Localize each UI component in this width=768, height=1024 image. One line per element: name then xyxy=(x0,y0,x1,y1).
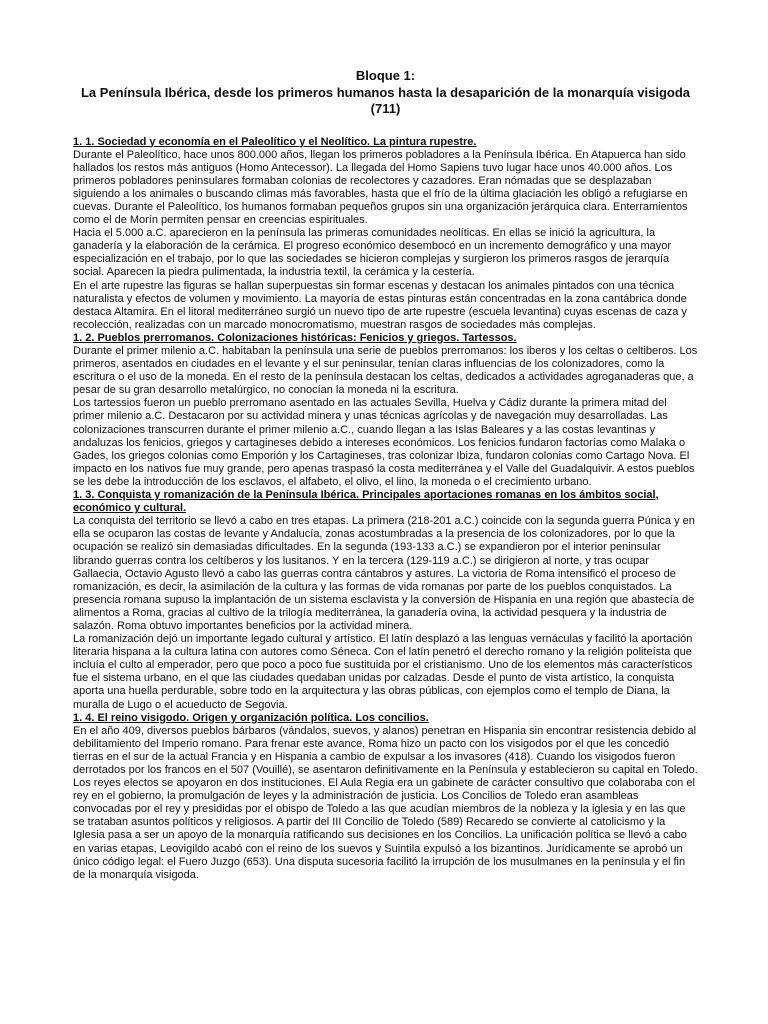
title-line-2: La Península Ibérica, desde los primeros humanos hasta la desaparición de la monarquía visigoda (711) xyxy=(80,84,691,116)
paragraph: Hacia el 5.000 a.C. aparecieron en la península las primeras comunidades neolíticas. En ellas se inició la agricultura, la ganadería y la elaboración de la cerámica. El progreso económico desembocó en un incremento demográfico y una mayor especialización en el trabajo, por lo que las sociedades se hicieron complejas y surgieron los primeros rasgos de jerarquía social. Aparecen la piedra pulimentada, la industria textil, la cerámica y la cestería. xyxy=(73,227,672,279)
section-4 xyxy=(73,712,698,882)
paragraph: Durante el Paleolítico, hace unos 800.000 años, llegan los primeros pobladores a la Península Ibérica. En Atapuerca han sido hallados los restos más antiguos (Homo Antecessor). La llegada del Homo Sapiens tuvo lugar hace unos 40.000 años. Los primeros pobladores peninsulares formaban colonias de recolectores y cazadores. Eran nómadas que se desplazaban siguiendo a los animales o buscando climas más favorables, hasta que el frío de la última glaciación les obligó a refugiarse en cuevas. Durante el Paleolítico, los humanos formaban pequeños grupos sin una organización jerárquica clara. Enterramientos como el de Morín permiten pensar en creencias espirituales. xyxy=(73,148,688,227)
document-title xyxy=(73,68,698,118)
section-2 xyxy=(73,332,698,489)
title-line-1: Bloque 1: xyxy=(355,68,416,83)
section-3 xyxy=(73,489,698,712)
paragraph: Durante el primer milenio a.C. habitaban la península una serie de pueblos prerromanos: los iberos y los celtas o celtiberos. Los primeros, asentados en ciudades en el levante y el sur peninsular, tenían claras influencias de los colonizadores, como la escritura o el uso de la moneda. En el resto de la península destacan los celtas, dedicados a actividades agroganaderas que, a pesar de su gran desarrollo metalúrgico, no conocían la moneda ni la escritura. xyxy=(73,345,698,397)
section-heading: 1. 3. Conquista y romanización de la Península Ibérica. Principales aportaciones romanas en los ámbitos social, económico y cultural. xyxy=(73,489,659,515)
section-heading: 1. 2. Pueblos prerromanos. Colonizaciones históricas: Fenicios y griegos. Tartessos. xyxy=(73,331,517,344)
paragraph: En el año 409, diversos pueblos bárbaros (vándalos, suevos, y alanos) penetran en Hispania sin encontrar resistencia debido al debilitamiento del Imperio romano. Para frenar este avance, Roma hizo un pacto con los visigodos por el que les concedió tierras en el sur de la actual Francia y en Hispania a cambio de expulsar a los invasores (418). Cuando los visigodos fueron derrotados por los francos en el 507 (Vouillé), se asentaron definitivamente en la Península y establecieron su capital en Toledo. xyxy=(73,724,698,776)
section-heading: 1. 1. Sociedad y economía en el Paleolítico y el Neolítico. La pintura rupestre. xyxy=(73,135,477,148)
section-1 xyxy=(73,136,698,332)
paragraph: Los reyes electos se apoyaron en dos instituciones. El Aula Regia era un gabinete de carácter consultivo que colaboraba con el rey en el gobierno, la promulgación de leyes y la administración de justicia. Los Concilios de Toledo eran asambleas convocadas por el rey y presididas por el obispo de Toledo a las que acudían miembros de la nobleza y la iglesia y en las que se trataban asuntos políticos y religiosos. A partir del III Concilio de Toledo (589) Recaredo se convierte al catolicismo y la Iglesia pasa a ser un apoyo de la monarquía ratificando sus decisiones en los Concilios. La unificación política se llevó a cabo en varias etapas, Leovigildo acabó con el reino de los suevos y Suintila expulsó a los bizantinos. Jurídicamente se aprobó un único código legal: el Fuero Juzgo (653). Una disputa sucesoria facilitó la irrupción de los musulmanes en la península y el fin de la monarquía visigoda. xyxy=(73,777,695,881)
document-page xyxy=(73,68,698,882)
section-heading: 1. 4. El reino visigodo. Origen y organización política. Los concilios. xyxy=(73,711,429,724)
paragraph: La romanización dejó un importante legado cultural y artístico. El latín desplazó a las lenguas vernáculas y facilitó la aportación literaria hispana a la cultura latina con autores como Séneca. Con el latín penetró el derecho romano y la religión politeísta que incluía el culto al emperador, pero que poco a poco fue sustituida por el cristianismo. Uno de los elementos más característicos fue el sistema urbano, en el que las ciudades quedaban unidas por calzadas. Desde el punto de vista artístico, la conquista aporta una huella perdurable, sobre todo en la arquitectura y las obras públicas, con ejemplos como el templo de Diana, la muralla de Lugo o el acueducto de Segovia. xyxy=(73,633,693,711)
paragraph: La conquista del territorio se llevó a cabo en tres etapas. La primera (218-201 a.C.) coincide con la segunda guerra Púnica y en ella se ocuparon las costas de levante y Andalucía, zonas acostumbradas a la presencia de los colonizadores, por lo que la ocupación se realizó sin demasiadas dificultades. En la segunda (193-133 a.C.) se expandieron por el interior peninsular librando guerras contra los celtíberos y los lusitanos. Y en la tercera (129-119 a.C.) se dirigieron al norte, y tras ocupar Gallaecia, Octavio Agusto llevó a cabo las guerras contra cántabros y astures. La victoria de Roma intensificó el proceso de romanización, es decir, la asimilación de la cultura y las formas de vida romanas por parte de los pueblos conquistados. La presencia romana supuso la implantación de un sistema esclavista y la conversión de Hispania en una región que abastecía de alimentos a Roma, gracias al cultivo de la trilogía mediterránea, la ganadería ovina, la actividad pesquera y la industria de salazón. Roma obtuvo importantes beneficios por la actividad minera. xyxy=(73,515,695,632)
paragraph: Los tartessios fueron un pueblo prerromano asentado en las actuales Sevilla, Huelva y Cádiz durante la primera mitad del primer milenio a.C. Destacaron por su actividad minera y unas técnicas agrícolas y de navegación muy desarrolladas. Las colonizaciones transcurren durante el primer milenio a.C., cuando llegan a las Islas Baleares y a las costas levantinas y andaluzas los fenicios, griegos y cartagineses debido a intereses económicos. Los fenicios fundaron factorías como Malaka o Gades, los griegos colonias como Emporión y los Cartagineses, tras colonizar Ibiza, fundaron colonias como Cartago Nova. El impacto en los nativos fue muy grande, pero apenas traspasó la costa mediterránea y el Valle del Guadalquivir. A estos pueblos se les debe la introducción de los esclavos, el alfabeto, el olivo, el lino, la moneda o el crecimiento urbano. xyxy=(73,397,695,488)
paragraph: En el arte rupestre las figuras se hallan superpuestas sin formar escenas y destacan los animales pintados con una técnica naturalista y efectos de volumen y movimiento. La mayoría de estas pinturas están concentradas en la zona cantábrica donde destaca Altamira. En el litoral mediterráneo surgió un nuevo tipo de arte rupestre (escuela levantina) cuyas escenas de caza y recolección, realizadas con un marcado monocromatismo, muestran rasgos de sociedades más complejas. xyxy=(73,279,687,331)
